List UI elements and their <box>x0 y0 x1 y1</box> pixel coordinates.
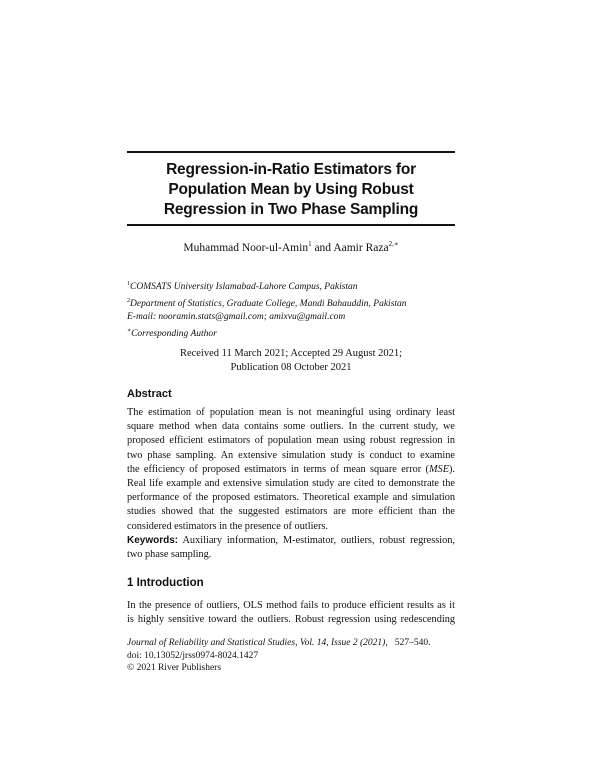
affiliation-2-mark: 2 <box>127 297 130 304</box>
abstract-body <box>127 406 455 534</box>
abstract-line: studies showed that the suggested estimators are more efficient than the <box>127 506 455 518</box>
abstract-line: two phase sampling. An extensive simulation study is conduct to examine <box>127 449 455 461</box>
publication-dates <box>127 347 455 375</box>
abstract-line: performance of the proposed estimators. Theoretical example and simulation <box>127 492 455 504</box>
author-1-name: Muhammad Noor-ul-Amin <box>183 241 309 254</box>
title-line-2: Population Mean by Using Robust <box>168 181 414 198</box>
author-2-name: Aamir Raza <box>333 241 389 254</box>
footer-journal-line <box>127 637 467 650</box>
email-line: E-mail: nooramin.stats@gmail.com; amixvu@gmail.com <box>127 312 346 323</box>
title-line-3: Regression in Two Phase Sampling <box>163 201 419 218</box>
author-list <box>127 240 455 254</box>
abstract-line: proposed efficient estimators of population mean using robust regression in <box>127 435 455 447</box>
affiliation-2 <box>127 295 467 312</box>
abstract-line: Real life example and extensive simulation study are cited to demonstrate the <box>127 478 455 490</box>
keywords-line-1 <box>127 534 455 548</box>
title-line-1: Regression-in-Ratio Estimators for <box>166 161 416 178</box>
abstract-line: considered estimators in the presence of outliers. <box>127 520 329 532</box>
introduction-body <box>127 599 455 627</box>
paper-title <box>127 160 455 220</box>
introduction-line-2: is highly sensitive toward the outliers. Robust regression using redescending <box>127 614 455 626</box>
abstract-mse: MSE <box>428 463 449 475</box>
abstract-line: square method when data contains some outliers. In the current study, we <box>127 421 455 433</box>
footer-copyright: © 2021 River Publishers <box>127 663 222 673</box>
author-joiner: and <box>314 241 332 254</box>
keywords <box>127 534 455 562</box>
footer-doi: doi: 10.13052/jrss0974-8024.1427 <box>127 650 259 661</box>
keywords-line-2: two phase sampling. <box>127 549 212 561</box>
keywords-label: Keywords: <box>127 535 179 546</box>
footer-pages: 527–540. <box>394 638 431 648</box>
title-rule-top <box>127 151 455 153</box>
dates-line-2: Publication 08 October 2021 <box>230 362 352 373</box>
introduction-line-1: In the presence of outliers, OLS method fails to produce efficient results as it <box>127 600 455 611</box>
abstract-line <box>127 463 455 477</box>
abstract-mse-close: ). <box>448 463 455 475</box>
introduction-heading: 1 Introduction <box>127 577 204 589</box>
keywords-text-1: Auxiliary information, M-estimator, outliers, robust regression, <box>182 535 455 546</box>
dates-line-1: Received 11 March 2021; Accepted 29 August 2021; <box>179 348 403 359</box>
journal-footer <box>127 637 467 675</box>
affiliation-1 <box>127 278 467 295</box>
affiliations <box>127 278 467 341</box>
corresponding-text: Corresponding Author <box>131 328 217 339</box>
abstract-line-text: the efficiency of proposed estimators in terms of mean square error ( <box>127 463 429 475</box>
affiliation-1-text: COMSATS University Islamabad-Lahore Campus, Pakistan <box>130 282 358 293</box>
affiliation-2-text: Department of Statistics, Graduate College, Mandi Bahauddin, Pakistan <box>130 298 407 309</box>
corresponding-author <box>127 325 467 342</box>
corresponding-mark: ∗ <box>127 327 132 334</box>
title-rule-bottom <box>127 224 455 226</box>
author-2-mark: 2,∗ <box>388 240 399 248</box>
abstract-line: The estimation of population mean is not meaningful using ordinary least <box>127 407 455 418</box>
footer-journal: Journal of Reliability and Statistical Studies, Vol. 14, Issue 2 (2021), <box>127 638 388 648</box>
author-1-mark: 1 <box>308 240 312 248</box>
abstract-heading: Abstract <box>127 388 172 400</box>
affiliation-1-mark: 1 <box>127 281 130 287</box>
